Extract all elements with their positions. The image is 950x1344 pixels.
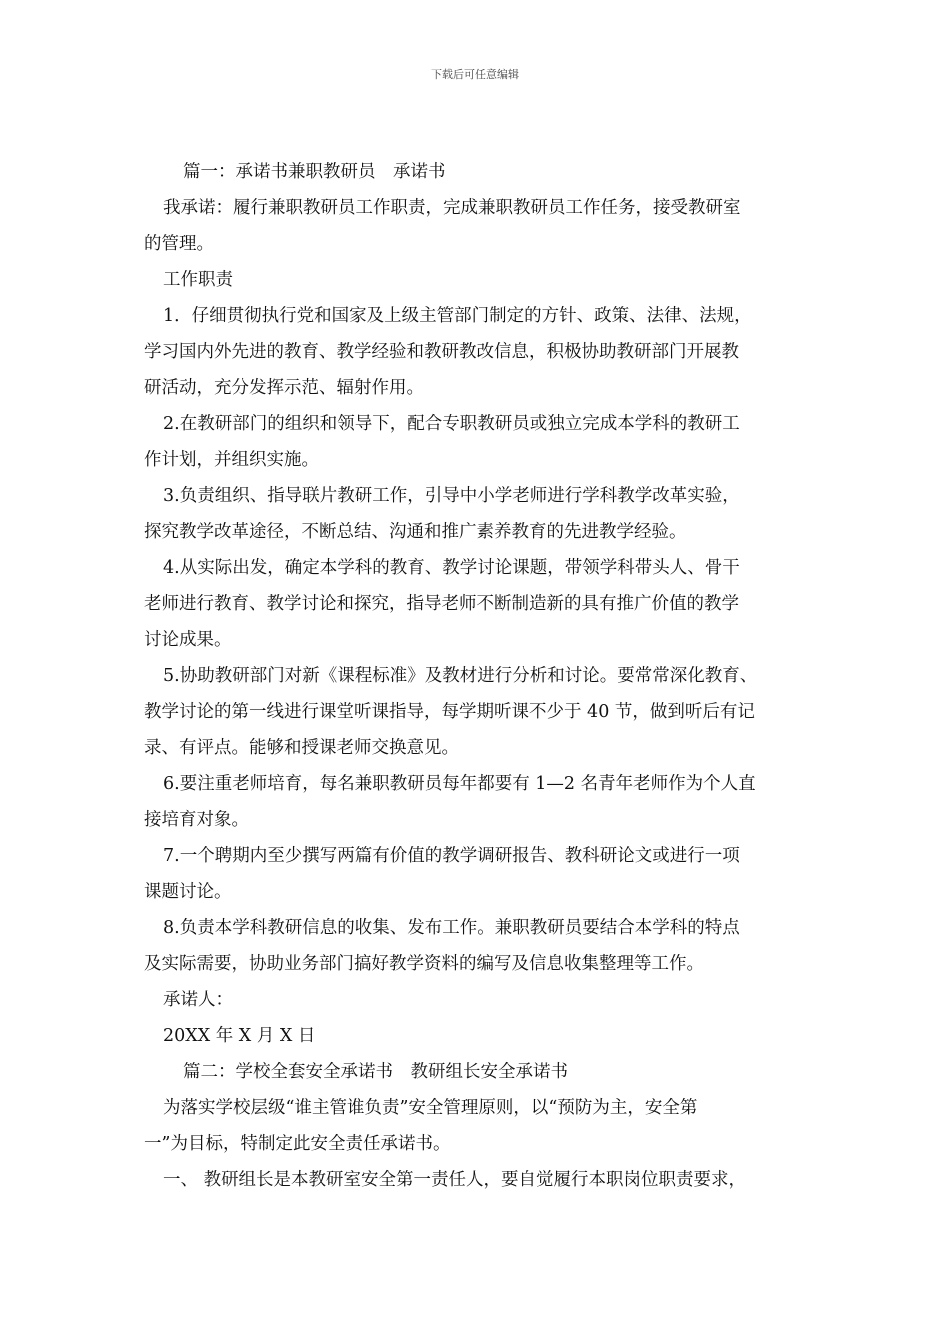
paragraph-line: 7.一个聘期内至少撰写两篇有价值的教学调研报告、教科研论文或进行一项	[163, 846, 740, 866]
paragraph-line: 3.负责组织、指导联片教研工作，引导中小学老师进行学科教学改革实验，	[163, 486, 740, 506]
signature-date: 20XX 年 X 月 X 日	[163, 1026, 316, 1046]
paragraph-line: 学习国内外先进的教育、教学经验和教研教改信息，积极协助教研部门开展教	[144, 342, 739, 362]
paragraph-line: 一”为目标，特制定此安全责任承诺书。	[144, 1134, 451, 1154]
paragraph-line: 2.在教研部门的组织和领导下，配合专职教研员或独立完成本学科的教研工	[163, 414, 740, 434]
paragraph-line: 为落实学校层级“谁主管谁负责”安全管理原则，以“预防为主，安全第	[163, 1098, 698, 1118]
paragraph-line: 及实际需要，协助业务部门搞好教学资料的编写及信息收集整理等工作。	[144, 954, 704, 974]
paragraph-line: 5.协助教研部门对新《课程标准》及教材进行分析和讨论。要常常深化教育、	[163, 666, 758, 686]
paragraph-line: 老师进行教育、教学讨论和探究，指导老师不断制造新的具有推广价值的教学	[144, 594, 739, 614]
paragraph-line: 探究教学改革途径，不断总结、沟通和推广素养教育的先进教学经验。	[144, 522, 687, 542]
paragraph-line: 的管理。	[144, 234, 214, 254]
paragraph-line: 4.从实际出发，确定本学科的教育、教学讨论课题，带领学科带头人、骨干	[163, 558, 740, 578]
paragraph-line: 教学讨论的第一线进行课堂听课指导，每学期听课不少于 40 节，做到听后有记	[144, 702, 755, 722]
paragraph-line: 录、有评点。能够和授课老师交换意见。	[144, 738, 459, 758]
paragraph-line: 接培育对象。	[144, 810, 249, 830]
section-title: 篇二：学校全套安全承诺书 教研组长安全承诺书	[183, 1062, 568, 1082]
paragraph-line: 我承诺：履行兼职教研员工作职责，完成兼职教研员工作任务，接受教研室	[163, 198, 741, 218]
subheading: 工作职责	[163, 270, 233, 290]
page-header: 下载后可任意编辑	[431, 68, 519, 81]
paragraph-line: 作计划，并组织实施。	[144, 450, 319, 470]
paragraph-line: 一、 教研组长是本教研室安全第一责任人，要自觉履行本职岗位职责要求，	[163, 1170, 747, 1190]
signature-label: 承诺人：	[163, 990, 233, 1010]
paragraph-line: 6.要注重老师培育，每名兼职教研员每年都要有 1—2 名青年老师作为个人直	[163, 774, 756, 794]
paragraph-line: 课题讨论。	[144, 882, 232, 902]
paragraph-line: 1．仔细贯彻执行党和国家及上级主管部门制定的方针、政策、法律、法规，	[163, 306, 752, 326]
paragraph-line: 研活动，充分发挥示范、辐射作用。	[144, 378, 424, 398]
section-title: 篇一：承诺书兼职教研员 承诺书	[183, 162, 446, 182]
paragraph-line: 8.负责本学科教研信息的收集、发布工作。兼职教研员要结合本学科的特点	[163, 918, 740, 938]
paragraph-line: 讨论成果。	[144, 630, 232, 650]
